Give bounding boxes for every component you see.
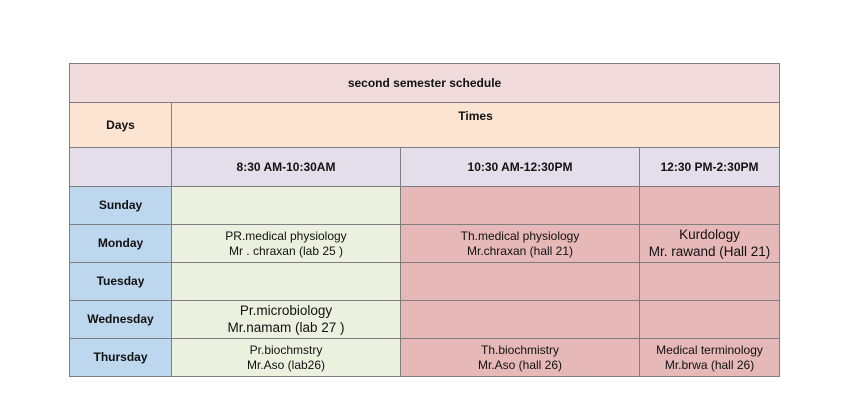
day-sunday: Sunday xyxy=(70,187,172,225)
course-name: Pr.biochmstry xyxy=(249,342,323,357)
instructor-room: Mr.Aso (hall 26) xyxy=(477,357,563,372)
cell-tuesday-slot3 xyxy=(640,263,780,301)
empty-corner-cell xyxy=(70,148,172,187)
cell-thursday-slot1 xyxy=(172,339,401,377)
day-wednesday: Wednesday xyxy=(70,301,172,339)
time-slot-1: 8:30 AM-10:30AM xyxy=(172,148,401,187)
instructor-room: Mr. rawand (Hall 21) xyxy=(648,243,771,259)
row-tuesday xyxy=(70,263,780,301)
row-sunday xyxy=(70,187,780,225)
course-name: Pr.microbiology xyxy=(239,302,333,318)
instructor-room: Mr.Aso (lab26) xyxy=(246,357,326,372)
day-monday: Monday xyxy=(70,225,172,263)
cell-sunday-slot1 xyxy=(172,187,401,225)
schedule-table xyxy=(69,63,780,377)
cell-wednesday-slot2 xyxy=(401,301,640,339)
row-monday xyxy=(70,225,780,263)
cell-thursday-slot3 xyxy=(640,339,780,377)
cell-thursday-slot2 xyxy=(401,339,640,377)
day-thursday: Thursday xyxy=(70,339,172,377)
instructor-room: Mr . chraxan (lab 25 ) xyxy=(228,243,344,258)
course-name: Medical terminology xyxy=(656,342,763,357)
cell-wednesday-slot1 xyxy=(172,301,401,339)
course-name: Th.biochmistry xyxy=(480,342,560,357)
cell-tuesday-slot1 xyxy=(172,263,401,301)
instructor-room: Mr.brwa (hall 26) xyxy=(664,357,755,372)
course-name: Th.medical physiology xyxy=(460,228,580,243)
schedule-title: second semester schedule xyxy=(70,64,780,103)
cell-monday-slot3 xyxy=(640,225,780,263)
cell-sunday-slot2 xyxy=(401,187,640,225)
course-name: Kurdology xyxy=(679,226,740,242)
row-thursday xyxy=(70,339,780,377)
cell-monday-slot2 xyxy=(401,225,640,263)
instructor-room: Mr.chraxan (hall 21) xyxy=(466,243,574,258)
time-slot-2: 10:30 AM-12:30PM xyxy=(401,148,640,187)
cell-sunday-slot3 xyxy=(640,187,780,225)
times-header: Times xyxy=(172,103,780,148)
row-wednesday xyxy=(70,301,780,339)
days-header: Days xyxy=(70,103,172,148)
time-slot-3: 12:30 PM-2:30PM xyxy=(640,148,780,187)
instructor-room: Mr.namam (lab 27 ) xyxy=(227,319,345,335)
title-row xyxy=(70,64,780,103)
cell-monday-slot1 xyxy=(172,225,401,263)
header-row xyxy=(70,103,780,148)
course-name: PR.medical physiology xyxy=(225,228,347,243)
cell-wednesday-slot3 xyxy=(640,301,780,339)
time-slots-row xyxy=(70,148,780,187)
day-tuesday: Tuesday xyxy=(70,263,172,301)
cell-tuesday-slot2 xyxy=(401,263,640,301)
